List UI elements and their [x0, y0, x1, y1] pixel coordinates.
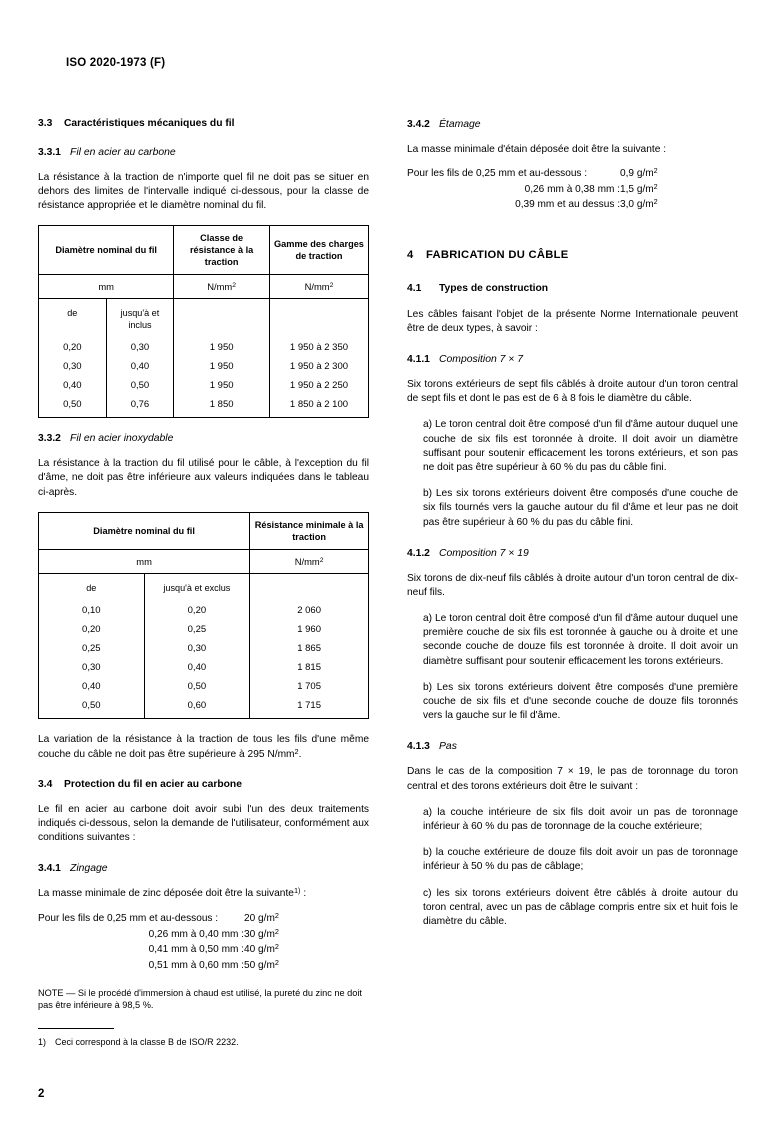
section-number: 4.1.2	[407, 547, 430, 559]
zinc-label-2: 0,41 mm à 0,50 mm :	[148, 944, 244, 956]
list-item	[38, 911, 369, 927]
section-title: FABRICATION DU CÂBLE	[426, 248, 569, 261]
section-title: Fil en acier au carbone	[70, 146, 176, 158]
zinc-label-0: Pour les fils de 0,25 mm et au-dessous :	[38, 913, 219, 925]
table2-sub-de: de	[39, 573, 145, 601]
cell: 1 705	[250, 677, 369, 696]
cell: 0,20	[144, 601, 250, 620]
cell: 1 865	[250, 639, 369, 658]
intro-text: La masse minimale de zinc déposée doit être la suivante	[38, 888, 294, 900]
section-heading-3-4-1	[38, 862, 369, 876]
zinc-value-text-0: 20 g/m	[244, 913, 275, 925]
table-row	[39, 696, 369, 719]
section-number: 4.1.3	[407, 741, 430, 753]
section-title: Composition 7 × 7	[439, 354, 524, 366]
zinc-value-text-3: 50 g/m	[244, 960, 275, 972]
table-header-row	[39, 226, 369, 275]
page-header: ISO 2020-1973 (F)	[66, 57, 166, 69]
zinc-value-text-1: 30 g/m	[244, 928, 275, 940]
cell: 0,50	[39, 395, 107, 418]
cell: 0,50	[39, 696, 145, 719]
cell: 1 950	[174, 376, 270, 395]
paragraph-4-1-1-b: b) Les six torons extérieurs doivent être composés d'une couche de six fils tournés vers la gauche autour du fil d'âme et leur pas ne doit pas être supérieur à 60 % du pas du câble fini.	[423, 488, 738, 528]
table-row	[39, 376, 369, 395]
zinc-label-1: 0,26 mm à 0,40 mm :	[148, 928, 244, 940]
paragraph-4-1-2-a: a) Le toron central doit être composé d'un fil d'âme autour duquel une première couche de six fils est toronnée à gauche ou à droite et une seconde couche de douze fils est toronnée à droite. Il doit avoir un diamètre suffisant pour soutenir efficacement les torons extérieurs.	[423, 613, 738, 667]
section-title: Caractéristiques mécaniques du fil	[64, 118, 235, 129]
paragraph-3-4: Le fil en acier au carbone doit avoir subi l'un des deux traitements indiqués ci-dessous, selon la demande de l'utilisateur, conformément aux conditions suivantes :	[38, 803, 369, 843]
tin-value-0	[620, 166, 658, 182]
cell: 1 950 à 2 300	[269, 357, 368, 376]
tin-label-1: 0,26 mm à 0,38 mm :	[524, 183, 620, 195]
table2-header-diameter: Diamètre nominal du fil	[39, 512, 250, 549]
left-column	[38, 118, 369, 1048]
zinc-mass-list	[38, 911, 369, 973]
table1-header-diameter: Diamètre nominal du fil	[39, 226, 174, 275]
paragraph-4-1-3-c: c) les six torons extérieurs doivent être câblés à droite autour du toron central, avec un pas de câblage compris entre six et huit fois le diamètre du câble.	[423, 887, 738, 927]
cell: 0,40	[39, 677, 145, 696]
section-heading-4-1	[407, 283, 738, 296]
tin-value-sup-2: 2	[653, 197, 658, 207]
table1-sub-jusqua: jusqu'à et inclus	[106, 299, 174, 339]
cell: 0,20	[39, 620, 145, 639]
zinc-value-sup-2: 2	[274, 942, 279, 952]
table1-header-range: Gamme des charges de traction	[269, 226, 368, 275]
table2-sub-jusqua: jusqu'à et exclus	[144, 573, 250, 601]
table1-sub-blank-1	[174, 299, 270, 339]
tin-label-0: Pour les fils de 0,25 mm et au-dessous :	[407, 168, 588, 180]
table-unit-row	[39, 275, 369, 299]
table2-sub-blank	[250, 573, 369, 601]
list-item	[38, 942, 369, 958]
cell: 1 960	[250, 620, 369, 639]
section-number: 3.3.1	[38, 146, 61, 158]
page-number: 2	[38, 1088, 45, 1100]
paragraph-3-4-2: La masse minimale d'étain déposée doit être la suivante :	[407, 143, 667, 155]
two-column-body	[38, 118, 738, 1048]
paragraph-4-1-1-a: a) Le toron central doit être composé d'un fil d'âme autour duquel une couche de six fils est toronnée à droite. Il doit avoir un diamètre suffisant pour soutenir efficacement les torons extérieurs, et son pas ne doit pas être supérieur à 60 % du pas du câble fini.	[423, 419, 738, 473]
list-item	[407, 166, 738, 182]
list-item	[38, 958, 369, 974]
cell: 1 950 à 2 250	[269, 376, 368, 395]
right-column	[407, 118, 738, 1048]
table-row	[39, 658, 369, 677]
paragraph-4-1: Les câbles faisant l'objet de la présente Norme Internationale peuvent être de deux types, à savoir :	[407, 308, 738, 334]
section-number: 3.4.2	[407, 119, 430, 130]
cell: 1 850 à 2 100	[269, 395, 368, 418]
paragraph-4-1-2: Six torons de dix-neuf fils câblés à droite autour d'un toron central de dix-neuf fils.	[407, 572, 738, 598]
paragraph-4-1-1: Six torons extérieurs de sept fils câblés à droite autour d'un toron central de sept fils et dont le pas est de 6 à 8 fois le diamètre du câble.	[407, 378, 738, 405]
list-item	[407, 182, 738, 198]
cell: 0,40	[106, 357, 174, 376]
section-number: 3.4	[38, 778, 53, 790]
zinc-value-2	[244, 942, 279, 958]
cell: 2 060	[250, 601, 369, 620]
cell: 0,10	[39, 601, 145, 620]
list-item	[407, 197, 738, 213]
paragraph-3-4-1-intro	[38, 887, 369, 901]
section-title: Types de construction	[439, 282, 549, 294]
zinc-value-sup-1: 2	[274, 926, 279, 936]
table-row	[39, 639, 369, 658]
table-row	[39, 357, 369, 376]
cell: 0,30	[39, 658, 145, 677]
tin-value-1	[620, 182, 658, 198]
table1-header-class: Classe de résistance à la traction	[174, 226, 270, 275]
section-heading-4-1-2	[407, 547, 738, 561]
table-row	[39, 338, 369, 357]
superscript-2: 2	[294, 746, 299, 756]
table1-unit-range: $N/mm^2$	[269, 275, 368, 299]
table2-unit-mm: mm	[39, 549, 250, 573]
table1-sub-de: de	[39, 299, 107, 339]
paragraph-variation-text: La variation de la résistance à la traction de tous les fils d'une même couche du câble ne doit pas être supérieure à 295 N/mm	[38, 734, 369, 760]
cell: 1 950 à 2 350	[269, 338, 368, 357]
zinc-label-3: 0,51 mm à 0,60 mm :	[148, 960, 244, 972]
section-number: 3.4.1	[38, 863, 61, 875]
section-heading-4-1-1	[407, 353, 738, 367]
table-unit-row	[39, 549, 369, 573]
cell: 0,50	[106, 376, 174, 395]
tin-value-text-0: 0,9 g/m	[620, 168, 654, 180]
zinc-value-text-2: 40 g/m	[244, 944, 275, 956]
table-row	[39, 620, 369, 639]
cell: 0,25	[39, 639, 145, 658]
cell: 1 950	[174, 338, 270, 357]
cell: 0,50	[144, 677, 250, 696]
cell: 0,25	[144, 620, 250, 639]
cell: 1 950	[174, 357, 270, 376]
cell: 0,30	[106, 338, 174, 357]
cell: 0,20	[39, 338, 107, 357]
section-number: 4.1.1	[407, 354, 430, 366]
section-title: Protection du fil en acier au carbone	[64, 778, 242, 790]
cell: 1 815	[250, 658, 369, 677]
cell: 1 850	[174, 395, 270, 418]
zinc-value-1	[244, 927, 279, 943]
section-number: 3.3.2	[38, 433, 61, 445]
section-heading-3-3-2	[38, 432, 369, 446]
tin-value-sup-1: 2	[653, 181, 658, 191]
paragraph-4-1-3: Dans le cas de la composition 7 × 19, le pas de toronnage du toron central et des torons extérieurs doit être le suivant :	[407, 766, 738, 792]
zinc-value-3	[244, 958, 279, 974]
footnote-1	[38, 1036, 369, 1048]
cell: 0,40	[144, 658, 250, 677]
cell: 0,76	[106, 395, 174, 418]
paragraph-variation	[38, 733, 369, 761]
table-header-row	[39, 512, 369, 549]
paragraph-3-3-1: La résistance à la traction de n'importe quel fil ne doit pas se situer en dehors des limites de l'intervalle indiqué ci-dessous, pour la classe de résistance appropriée et le diamètre nominal du fil.	[38, 171, 369, 212]
intro-colon: :	[300, 888, 307, 900]
table-row	[39, 395, 369, 418]
list-item	[38, 927, 369, 943]
cell: 0,40	[39, 376, 107, 395]
table-row	[39, 677, 369, 696]
cell: 1 715	[250, 696, 369, 719]
footnote-marker: 1)	[293, 885, 301, 895]
section-title: Pas	[439, 741, 457, 753]
section-title: Zingage	[70, 863, 108, 875]
table-subheader-row	[39, 573, 369, 601]
cell: 0,30	[144, 639, 250, 658]
table-row	[39, 601, 369, 620]
section-heading-4-1-3	[407, 740, 738, 754]
zinc-value-0	[244, 911, 279, 927]
section-title: Étamage	[439, 119, 481, 130]
section-heading-3-4	[38, 779, 369, 792]
footnote-rule	[38, 1028, 114, 1029]
paragraph-4-1-3-a: a) la couche intérieure de six fils doit avoir un pas de toronnage inférieur à 60 % du pas de toronnage de la couche extérieure;	[423, 806, 738, 832]
note-zinc-purity: NOTE — Si le procédé d'immersion à chaud est utilisé, la pureté du zinc ne doit pas être inférieure à 98,5 %.	[38, 987, 362, 1011]
section-number: 3.3	[38, 118, 53, 129]
tin-mass-list	[407, 166, 738, 213]
section-heading-3-3-1	[38, 146, 369, 160]
zinc-value-sup-0: 2	[274, 911, 279, 921]
paragraph-variation-end: .	[298, 748, 302, 760]
table1-unit-mm: mm	[39, 275, 174, 299]
table-stainless-steel-wire	[38, 512, 369, 720]
section-heading-3-3	[38, 118, 369, 131]
footnote-text: Ceci correspond à la classe B de ISO/R 2232.	[55, 1036, 239, 1047]
paragraph-3-3-2: La résistance à la traction du fil utilisé pour le câble, à l'exception du fil d'âme, ne doit pas être inférieure aux valeurs indiquées dans le tableau ci-après.	[38, 458, 369, 498]
table-carbon-steel-wire	[38, 225, 369, 418]
table1-unit-class: $N/mm^2$	[174, 275, 270, 299]
tin-value-text-2: 3,0 g/m	[620, 199, 654, 211]
section-title: Composition 7 × 19	[439, 547, 529, 559]
section-number: 4	[407, 248, 414, 261]
cell: 0,30	[39, 357, 107, 376]
tin-value-sup-0: 2	[653, 166, 658, 176]
table2-unit-nmm2: $N/mm^2$	[250, 549, 369, 573]
section-heading-4	[407, 249, 738, 261]
paragraph-4-1-2-b: b) Les six torons extérieurs doivent être composés d'une première couche de six fils et d'une seconde couche de douze fils toronnés vers la gauche sur le fil d'âme.	[423, 681, 738, 722]
tin-value-2	[620, 197, 658, 213]
section-heading-3-4-2	[407, 118, 738, 132]
tin-label-2: 0,39 mm et au dessus :	[515, 199, 620, 211]
footnote-number: 1)	[38, 1036, 47, 1047]
zinc-value-sup-3: 2	[274, 957, 279, 967]
table2-header-resistance: Résistance minimale à la traction	[250, 512, 369, 549]
table1-sub-blank-2	[269, 299, 368, 339]
tin-value-text-1: 1,5 g/m	[620, 183, 654, 195]
table-subheader-row	[39, 299, 369, 339]
section-number: 4.1	[407, 282, 422, 294]
cell: 0,60	[144, 696, 250, 719]
paragraph-4-1-3-b: b) la couche extérieure de douze fils doit avoir un pas de toronnage inférieur à 50 % du pas de câblage;	[423, 847, 738, 873]
section-title: Fil en acier inoxydable	[70, 433, 174, 445]
